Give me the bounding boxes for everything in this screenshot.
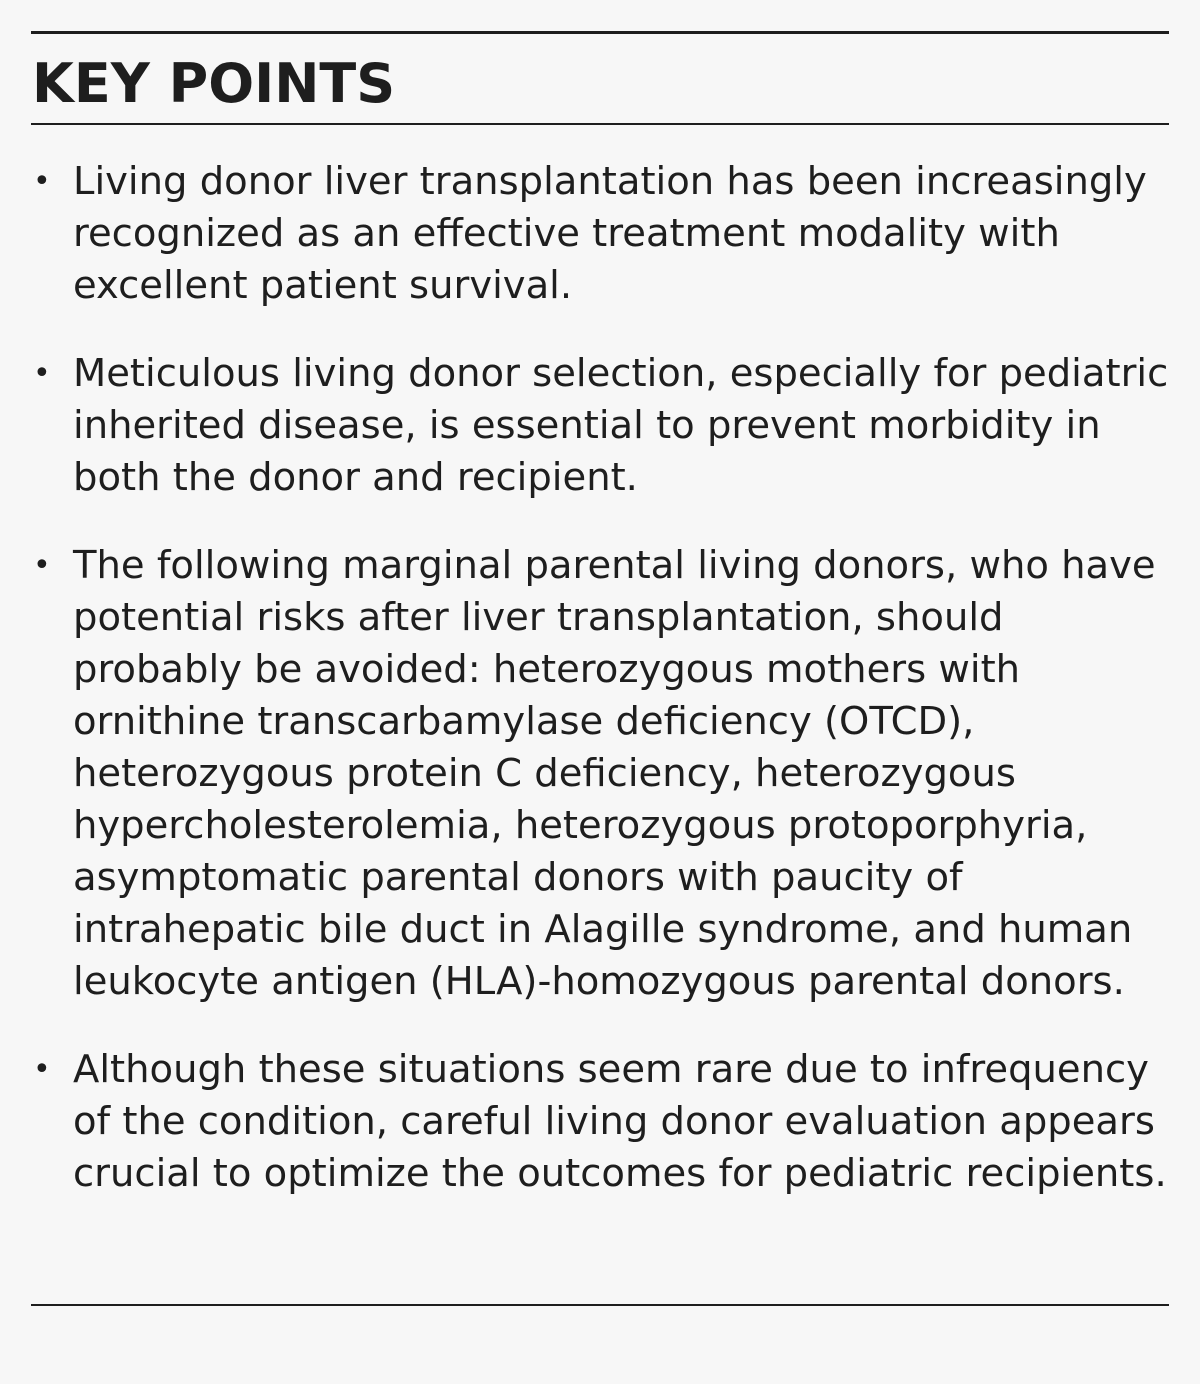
key-points-box [31,31,1169,1236]
key-point-text: Although these situations seem rare due to infrequency of the condition, careful living donor evaluation appears crucial to optimize the outcomes for pediatric recipients. [73,1047,1167,1196]
bullet-icon: • [33,548,51,583]
section-title: KEY POINTS [32,52,396,115]
bullet-icon: • [33,1052,51,1087]
key-points-list [31,156,1169,1200]
bullet-icon: • [33,356,51,391]
bullet-icon: • [33,164,51,199]
key-point-text: Meticulous living donor selection, especially for pediatric inherited disease, is essential to prevent morbidity in both the donor and recipient. [73,351,1169,500]
key-point-item [31,348,1169,504]
key-point-item [31,540,1169,1008]
key-point-item [31,1044,1169,1200]
key-point-text: Living donor liver transplantation has been increasingly recognized as an effective treatment modality with excellent patient survival. [73,159,1147,308]
key-point-item [31,156,1169,312]
bottom-rule [31,1304,1169,1306]
title-rule [31,123,1169,125]
key-point-text: The following marginal parental living donors, who have potential risks after liver transplantation, should probably be avoided: heterozygous mothers with ornithine transcarbamylase deficiency (OTCD), heterozygous protein C deficiency, heterozygous hypercholesterolemia, heterozygous protoporphyria, asymptomatic parental donors with paucity of intrahepatic bile duct in Alagille syndrome, and human leukocyte antigen (HLA)-homozygous parental donors. [73,543,1156,1004]
top-rule [31,31,1169,34]
